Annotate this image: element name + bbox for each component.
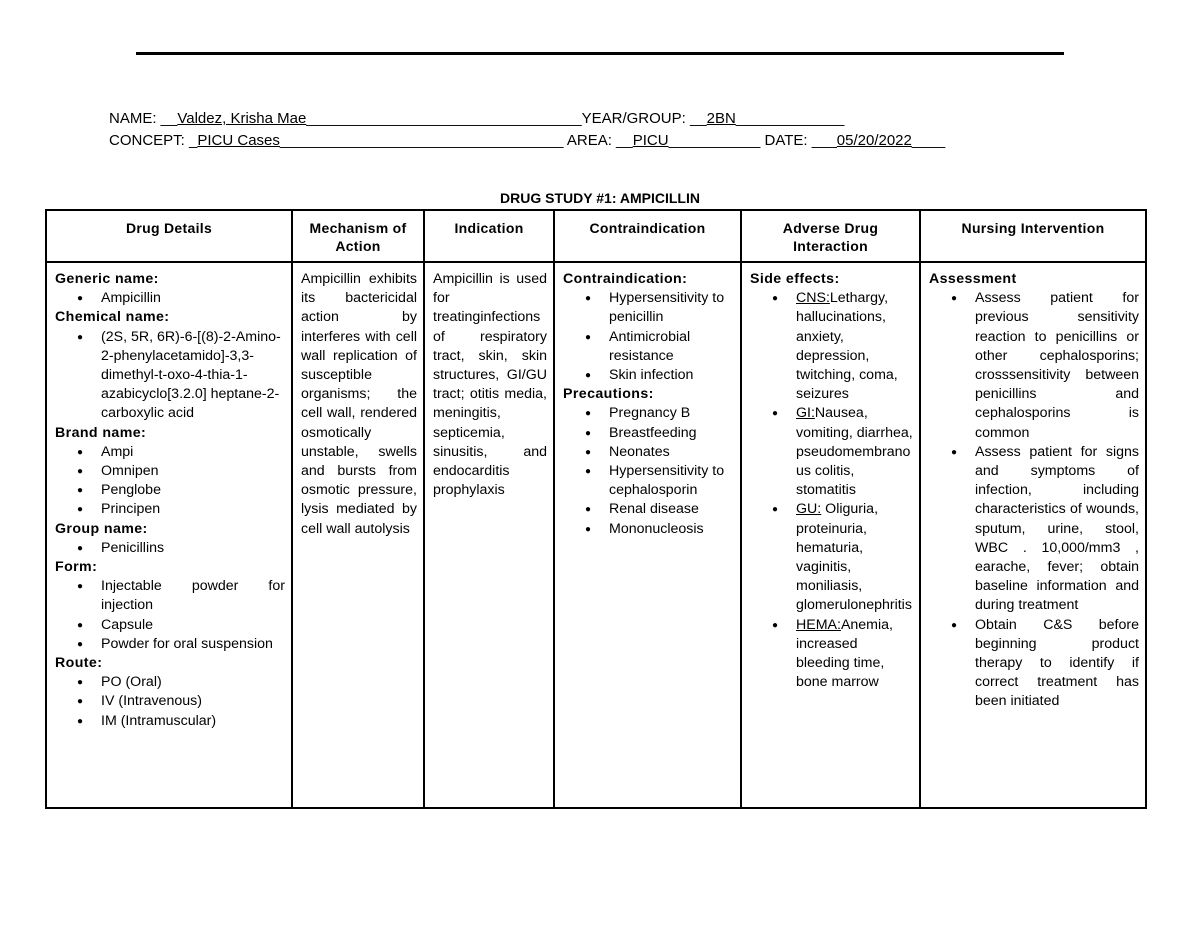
concept-label: CONCEPT: _ xyxy=(109,132,198,149)
column-header: Nursing Intervention xyxy=(920,210,1146,262)
list-item xyxy=(796,404,913,500)
list-item: ● Hypersensitivity to penicillin xyxy=(609,289,734,327)
list-item: ● Neonates xyxy=(609,443,734,462)
list-item: ● Breastfeeding xyxy=(609,424,734,443)
system-effects: Nausea, vomiting, diarrhea, pseudomembranous colitis, stomatitis xyxy=(796,405,913,499)
drug-study-table xyxy=(45,209,1147,809)
adverse-cell xyxy=(741,262,920,808)
route-label: Route: xyxy=(55,655,103,672)
date-fill: ____ xyxy=(911,132,946,149)
form-label: Form: xyxy=(55,559,98,576)
list-item: ● Assess patient for previous sensitivity reaction to penicillins or other cephalosporins; crosssensitivity between penicillins and cephalosporins is common xyxy=(975,289,1139,443)
list-item: ● Renal disease xyxy=(609,500,734,519)
area-label: AREA: __ xyxy=(566,132,633,149)
list-item: ● IM (Intramuscular) xyxy=(101,712,285,731)
side-effects-label: Side effects: xyxy=(750,271,840,287)
name-label: NAME: __ xyxy=(109,110,178,127)
area-fill: ___________ xyxy=(668,132,761,149)
generic-label: Generic name: xyxy=(55,271,159,287)
list-item: ● Obtain C&S before beginning product therapy to identify if correct treatment has been initiated xyxy=(975,616,1139,712)
system-label: GU: xyxy=(796,501,822,518)
list-item: ● (2S, 5R, 6R)-6-[(8)-2-Amino-2-phenylacetamido]-3,3-dimethyl-t-oxo-4-thia-1-azabicyclo[3.2.0] heptane-2-carboxylic acid xyxy=(101,328,285,424)
list-item: ● Ampi xyxy=(101,443,285,462)
system-label: HEMA: xyxy=(796,616,841,633)
mechanism-cell: Ampicillin exhibits its bactericidal action by interferes with cell wall replication of susceptible organisms; the cell wall, rendered osmotically unstable, swells and bursts from osmotic pressure, lysis mediated by cell wall autolysis xyxy=(292,262,424,808)
system-label: GI: xyxy=(796,405,815,422)
column-header: Contraindication xyxy=(554,210,741,262)
list-item: ● PO (Oral) xyxy=(101,673,285,692)
list-item: ● Injectable powder for injection xyxy=(101,577,285,615)
list-item: ● Ampicillin xyxy=(101,289,285,308)
assessment-label: Assessment xyxy=(929,271,1017,287)
drug-details-cell xyxy=(46,262,292,808)
contraindication-label: Contraindication: xyxy=(563,271,688,287)
list-item: ● Assess patient for signs and symptoms of infection, including characteristics of wounds, sputum, urine, stool, WBC . 10,000/mm3 , earache, fever; obtain baseline information and during treatment xyxy=(975,443,1139,616)
area-value: PICU xyxy=(632,132,669,149)
group-label: Group name: xyxy=(55,520,148,537)
precautions-label: Precautions: xyxy=(563,386,654,403)
column-header: Mechanism of Action xyxy=(292,210,424,262)
name-value: Valdez, Krisha Mae xyxy=(177,110,307,127)
table-row xyxy=(46,262,1146,808)
chemical-label: Chemical name: xyxy=(55,309,170,326)
column-header: Adverse Drug Interaction xyxy=(741,210,920,262)
list-item: ● Principen xyxy=(101,500,285,519)
system-label: CNS: xyxy=(796,290,830,307)
nursing-cell xyxy=(920,262,1146,808)
list-item xyxy=(796,289,913,404)
system-effects: Oliguria, proteinuria, hematuria, vaginitis, moniliasis, glomerulonephritis xyxy=(796,501,912,614)
list-item: ● Penicillins xyxy=(101,539,285,558)
contraindication-cell xyxy=(554,262,741,808)
header-line-concept xyxy=(109,132,945,150)
list-item: ● Penglobe xyxy=(101,481,285,500)
column-header: Indication xyxy=(424,210,554,262)
header-line-name xyxy=(109,110,844,128)
list-item xyxy=(796,616,913,693)
list-item: ● Pregnancy B xyxy=(609,404,734,423)
date-label: DATE: ___ xyxy=(764,132,837,149)
date-value: 05/20/2022 xyxy=(836,132,912,149)
table-header-row xyxy=(46,210,1146,262)
year-label: YEAR/GROUP: __ xyxy=(581,110,707,127)
list-item xyxy=(796,500,913,615)
list-item: ● IV (Intravenous) xyxy=(101,692,285,711)
list-item: ● Powder for oral suspension xyxy=(101,635,285,654)
concept-value: PICU Cases xyxy=(197,132,280,149)
list-item: ● Mononucleosis xyxy=(609,520,734,539)
list-item: ● Hypersensitivity to cephalosporin xyxy=(609,462,734,500)
brand-label: Brand name: xyxy=(55,424,147,441)
list-item: ● Skin infection xyxy=(609,366,734,385)
list-item: ● Capsule xyxy=(101,616,285,635)
system-effects: Anemia, increased bleeding time, bone marrow xyxy=(796,616,893,691)
name-fill: _________________________________ xyxy=(306,110,582,127)
list-item: ● Omnipen xyxy=(101,462,285,481)
year-value: 2BN xyxy=(706,110,736,127)
top-rule xyxy=(136,52,1064,55)
column-header: Drug Details xyxy=(46,210,292,262)
concept-fill: __________________________________ xyxy=(279,132,564,149)
system-effects: Lethargy, hallucinations, anxiety, depression, twitching, coma, seizures xyxy=(796,290,898,403)
page-title: DRUG STUDY #1: AMPICILLIN xyxy=(500,190,700,206)
year-fill: _____________ xyxy=(735,110,845,127)
list-item: ● Antimicrobial resistance xyxy=(609,328,734,366)
indication-cell: Ampicillin is used for treatinginfections of respiratory tract, skin, skin structures, GI/GU tract; otitis media, meningitis, septicemia, sinusitis, and endocarditis prophylaxis xyxy=(424,262,554,808)
